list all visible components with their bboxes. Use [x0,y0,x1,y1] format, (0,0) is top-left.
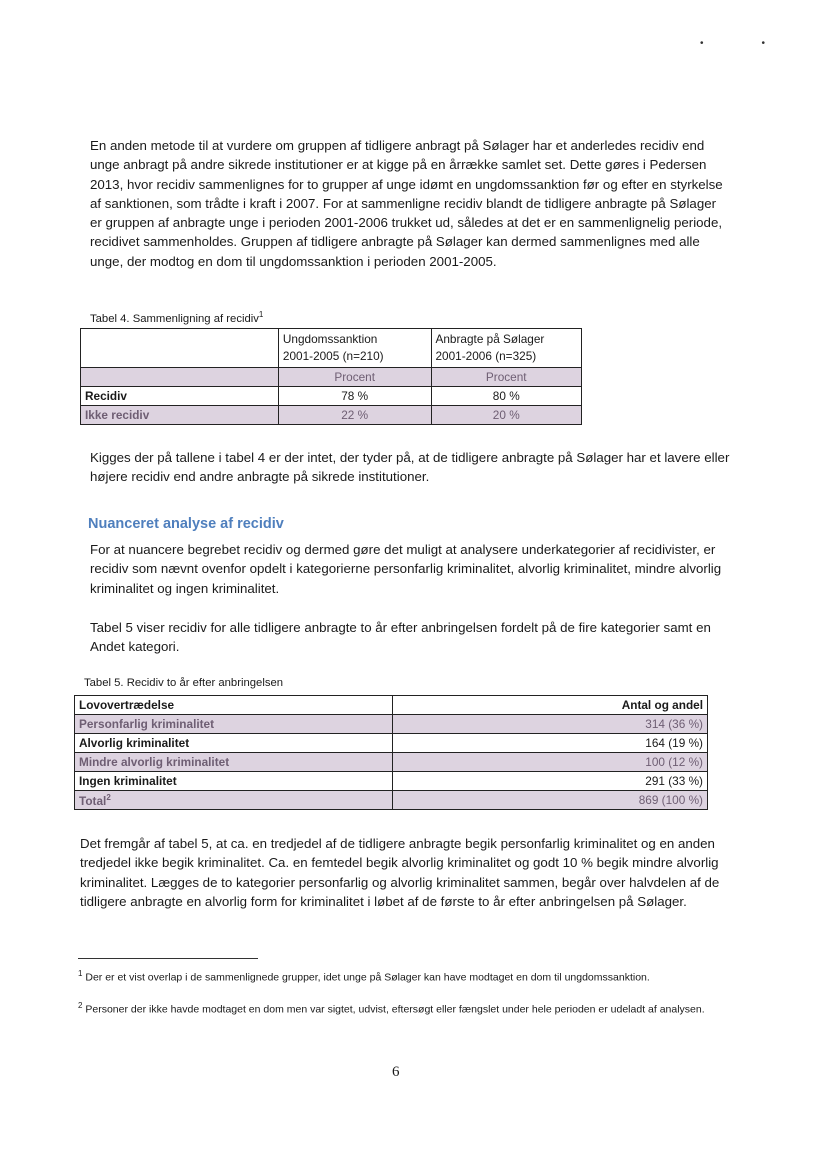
table-cell: Procent [431,368,582,387]
table-row-label [75,791,393,810]
table-unit-row [81,368,582,387]
table-row-label: Ingen kriminalitet [75,772,393,791]
table-header-ungdomssanktion [278,329,431,368]
table-row [75,734,708,753]
table-cell [81,368,279,387]
table-cell: 80 % [431,387,582,406]
table-row-label: Alvorlig kriminalitet [75,734,393,753]
table5-caption: Tabel 5. Recidiv to år efter anbringelsen [84,677,284,689]
table-row-label: Ikke recidiv [81,406,279,425]
section-heading: Nuanceret analyse af recidiv [88,516,284,532]
table-row [81,406,582,425]
paragraph-table4-comment: Kigges der på tallene i tabel 4 er der intet, der tyder på, at de tidligere anbragte på Sølager har et lavere eller højere recidiv end andre anbragte på sikrede institutioner. [90,450,730,485]
footnote-text: Personer der ikke havde modtaget en dom men var sigtet, udvist, eftersøgt eller fængslet under hele perioden er udeladt af analysen. [85,1003,705,1016]
paragraph-nuance: For at nuancere begrebet recidiv og dermed gøre det muligt at analysere underkategorier af recidivister, er recidiv som nævnt ovenfor opdelt i kategorierne personfarlig kriminalitet, alvorlig kriminalitet, mindre alvorlig kriminalitet og ingen kriminalitet. [90,542,722,596]
table-cell: 869 (100 %) [392,791,708,810]
table-row [75,772,708,791]
header-line: Ungdomssanktion [282,332,378,346]
footnote-divider [78,958,258,959]
scan-marks [700,38,823,49]
table-cell: 78 % [278,387,431,406]
table-header-count: Antal og andel [392,696,708,715]
total-label: Total [79,793,107,808]
table-cell: Procent [278,368,431,387]
table-header-row [75,696,708,715]
table-row-label: Personfarlig kriminalitet [75,715,393,734]
header-line: 2001-2005 (n=210) [282,349,384,363]
footnote-text: Der er et vist overlap i de sammenlignede grupper, idet unge på Sølager kan have modtaget en dom til ungdomssanktion. [85,971,650,984]
table-cell: 291 (33 %) [392,772,708,791]
footnote-mark: 1 [78,969,83,978]
scan-mark: • [700,38,704,49]
header-line: 2001-2006 (n=325) [435,349,537,363]
table-cell-empty [81,329,279,368]
table-row [75,715,708,734]
header-line: Anbragte på Sølager [435,332,545,346]
paragraph-table5-intro: Tabel 5 viser recidiv for alle tidligere anbragte to år efter anbringelsen fordelt på de fire kategorier samt en Andet kategori. [90,620,711,655]
table-row [75,791,708,810]
table-cell: 22 % [278,406,431,425]
table-cell: 164 (19 %) [392,734,708,753]
table-row [81,387,582,406]
footnote-ref-2: 2 [106,792,111,802]
footnote-mark: 2 [78,1001,83,1010]
table-cell: 20 % [431,406,582,425]
table4-caption [90,310,263,325]
table-cell: 314 (36 %) [392,715,708,734]
page-number: 6 [392,1064,400,1080]
paragraph-table5-comment: Det fremgår af tabel 5, at ca. en tredjedel af de tidligere anbragte begik personfarlig kriminalitet og en anden tredjedel ikke begik kriminalitet. Ca. en femtedel begik alvorlig kriminalitet og godt 10 % begik mindre alvorlig kriminalitet. Lægges de to kategorier personfarlig og alvorlig kriminalitet sammen, begår over halvdelen af de tidligere anbragte en alvorlig form for kriminalitet i løbet af de første to år efter anbringelsen på Sølager. [80,836,720,909]
table-header-solager [431,329,582,368]
table-5 [74,695,708,810]
table-header-row [81,329,582,368]
scan-mark: • [761,38,766,49]
table-4 [80,328,582,425]
paragraph-intro: En anden metode til at vurdere om gruppen af tidligere anbragt på Sølager har et anderledes recidiv end unge anbragt på andre sikrede institutioner er at kigge på en årrække samlet set. Dette gøres i Pedersen 2013, hvor recidiv sammenlignes for to grupper af unge idømt en ungdomssanktion før og efter en styrkelse af sanktionen, som trådte i kraft i 2007. For at sammenligne recidiv blandt de tidligere anbragte på Sølager er gruppen af anbragte unge i perioden 2001-2006 trukket ud, således at det er en sammenlignelig periode, recidivet sammenholdes. Gruppen af tidligere anbragte på Sølager kan dermed sammenlignes med alle unge, der modtog en dom til ungdomssanktion i perioden 2001-2005. [90,138,723,269]
table-cell: 100 (12 %) [392,753,708,772]
table-header-offense: Lovovertrædelse [75,696,393,715]
table4-caption-text: Tabel 4. Sammenligning af recidiv [90,312,259,325]
table-row-label: Mindre alvorlig kriminalitet [75,753,393,772]
table-row [75,753,708,772]
table-row-label: Recidiv [81,387,279,406]
footnote-2 [78,998,718,1018]
footnote-1 [78,966,718,986]
footnote-ref-1: 1 [258,310,264,319]
